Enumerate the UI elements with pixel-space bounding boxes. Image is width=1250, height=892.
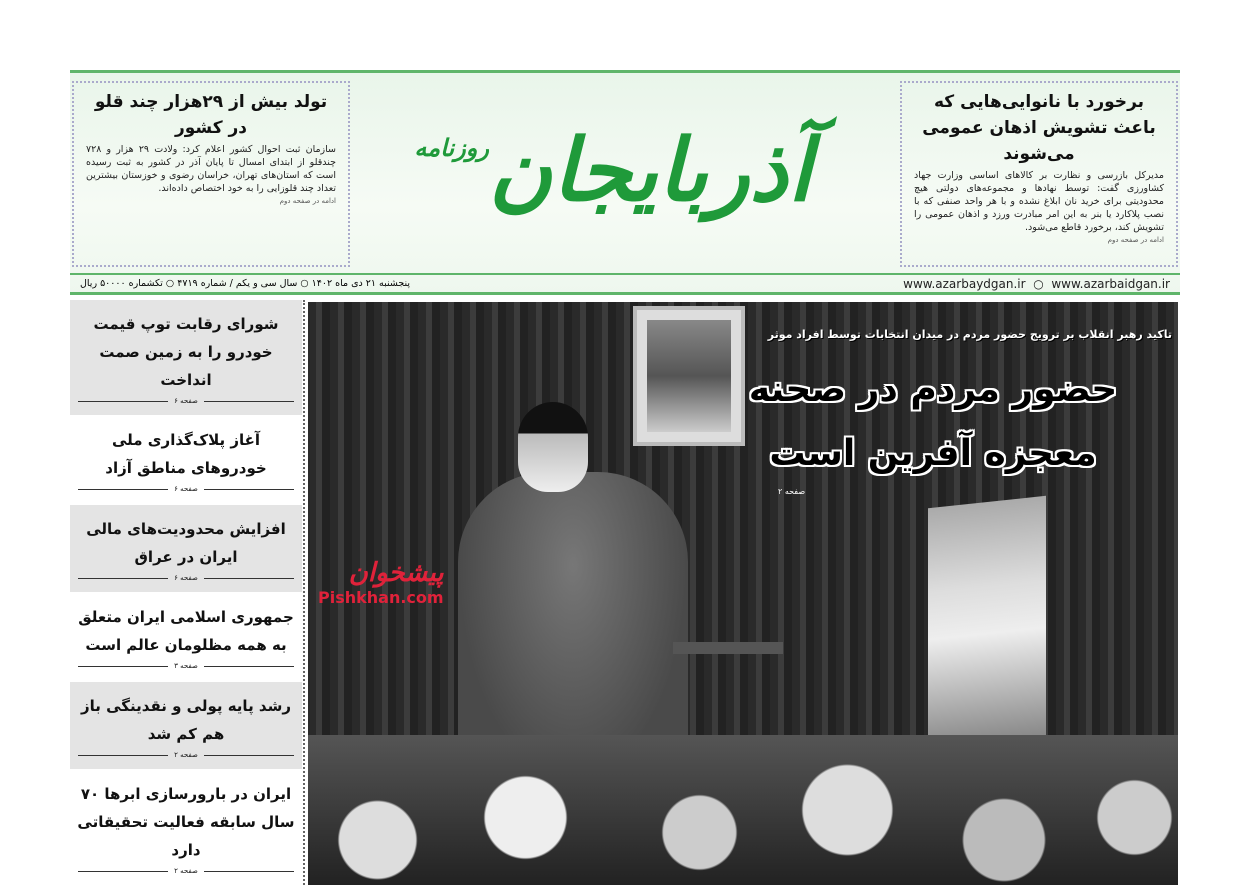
page-ref: صفحه ۲ — [168, 867, 204, 875]
website-link[interactable]: www.azarbaidgan.ir — [1051, 276, 1170, 291]
audience — [308, 735, 1178, 885]
story-body: سازمان ثبت احوال کشور اعلام کرد: ولادت ۲۹ هزار و ۷۲۸ چندقلو از ابتدای امسال تا پایان آذر در کشور به ثبت رسیده است که استان‌های تهران، خراسان رضوی و خوزستان بیشترین تعداد چند قلوزایی را به خود اختصاص داده‌اند. — [86, 144, 336, 194]
side-column — [70, 300, 305, 885]
page-ref: صفحه ۶ — [168, 397, 204, 405]
watermark-fa: پیشخوان — [348, 558, 444, 588]
website-link[interactable]: www.azarbaydgan.ir — [903, 276, 1026, 291]
main-headline[interactable]: حضور مردم در صحنه معجزه آفرین است — [748, 369, 1118, 474]
side-story[interactable] — [70, 417, 302, 504]
main-headline-block — [718, 358, 1148, 498]
side-story-title: رشد پایه پولی و نقدینگی باز هم کم شد — [81, 696, 291, 743]
page-ref: صفحه ۲ — [168, 751, 204, 759]
side-story-title: شورای رقابت توپ قیمت خودرو را به زمین صمت انداخت — [93, 314, 279, 389]
side-story-title: آغاز پلاک‌گذاری ملی خودروهای مناطق آزاد — [105, 431, 267, 478]
story-body: مدیرکل بازرسی و نظارت بر کالاهای اساسی وزارت جهاد کشاورزی گفت: توسط نهادها و مجموعه‌های دولتی هیچ محدودیتی برای خرید نان ابلاغ نشده و با هر واحد صنفی که با نصب پلاکارد یا بنر به این امر مبادرت ورزد و اذهان عمومی را تشویش کند، برخورد قاطع می‌شود. — [914, 170, 1164, 233]
logo-prefix: روزنامه — [414, 133, 489, 162]
side-story[interactable] — [70, 771, 302, 886]
info-bar — [70, 273, 1180, 295]
watermark-en: Pishkhan.com — [318, 588, 444, 607]
side-story-title: افزایش محدودیت‌های مالی ایران در عراق — [86, 519, 286, 566]
speaker-head — [518, 402, 588, 492]
side-story[interactable] — [70, 594, 302, 681]
top-left-story[interactable] — [72, 81, 350, 267]
page-ref: صفحه ۶ — [168, 574, 204, 582]
pishkhan-watermark — [318, 560, 444, 606]
page-ref: صفحه ۳ — [168, 662, 204, 670]
flag — [928, 496, 1046, 748]
top-right-story[interactable] — [900, 81, 1178, 267]
table — [673, 642, 783, 654]
side-story[interactable] — [70, 505, 302, 592]
continued-note: ادامه در صفحه دوم — [1107, 236, 1164, 244]
masthead — [70, 70, 1180, 295]
logo-name: آذربایجان — [488, 120, 812, 221]
main-kicker: تاکید رهبر انقلاب بر ترویج حضور مردم در میدان انتخابات توسط افراد موثر — [767, 328, 1172, 341]
side-story-title: جمهوری اسلامی ایران متعلق به همه مظلومان عالم است — [78, 608, 294, 655]
continued-note: ادامه در صفحه دوم — [279, 197, 336, 205]
side-story-title: ایران در بارورسازی ابرها ۷۰ سال سابقه فعالیت تحقیقاتی دارد — [77, 785, 295, 860]
side-story[interactable] — [70, 682, 302, 769]
side-story[interactable] — [70, 300, 302, 415]
websites: www.azarbaydgan.ir ○ www.azarbaidgan.ir — [903, 276, 1170, 291]
story-title: برخورد با نانوایی‌هایی که باعث تشویش اذهان عمومی می‌شوند — [922, 92, 1156, 164]
newspaper-logo — [410, 73, 810, 268]
main-page-ref: صفحه ۲ — [778, 487, 806, 496]
story-title: تولد بیش از ۲۹هزار چند قلو در کشور — [94, 92, 328, 138]
issue-line: پنجشنبه ۲۱ دی ماه ۱۴۰۲ ○ سال سی و یکم / شماره ۴۷۱۹ ○ تکشماره ۵۰۰۰۰ ریال — [80, 278, 410, 289]
page-ref: صفحه ۶ — [168, 485, 204, 493]
